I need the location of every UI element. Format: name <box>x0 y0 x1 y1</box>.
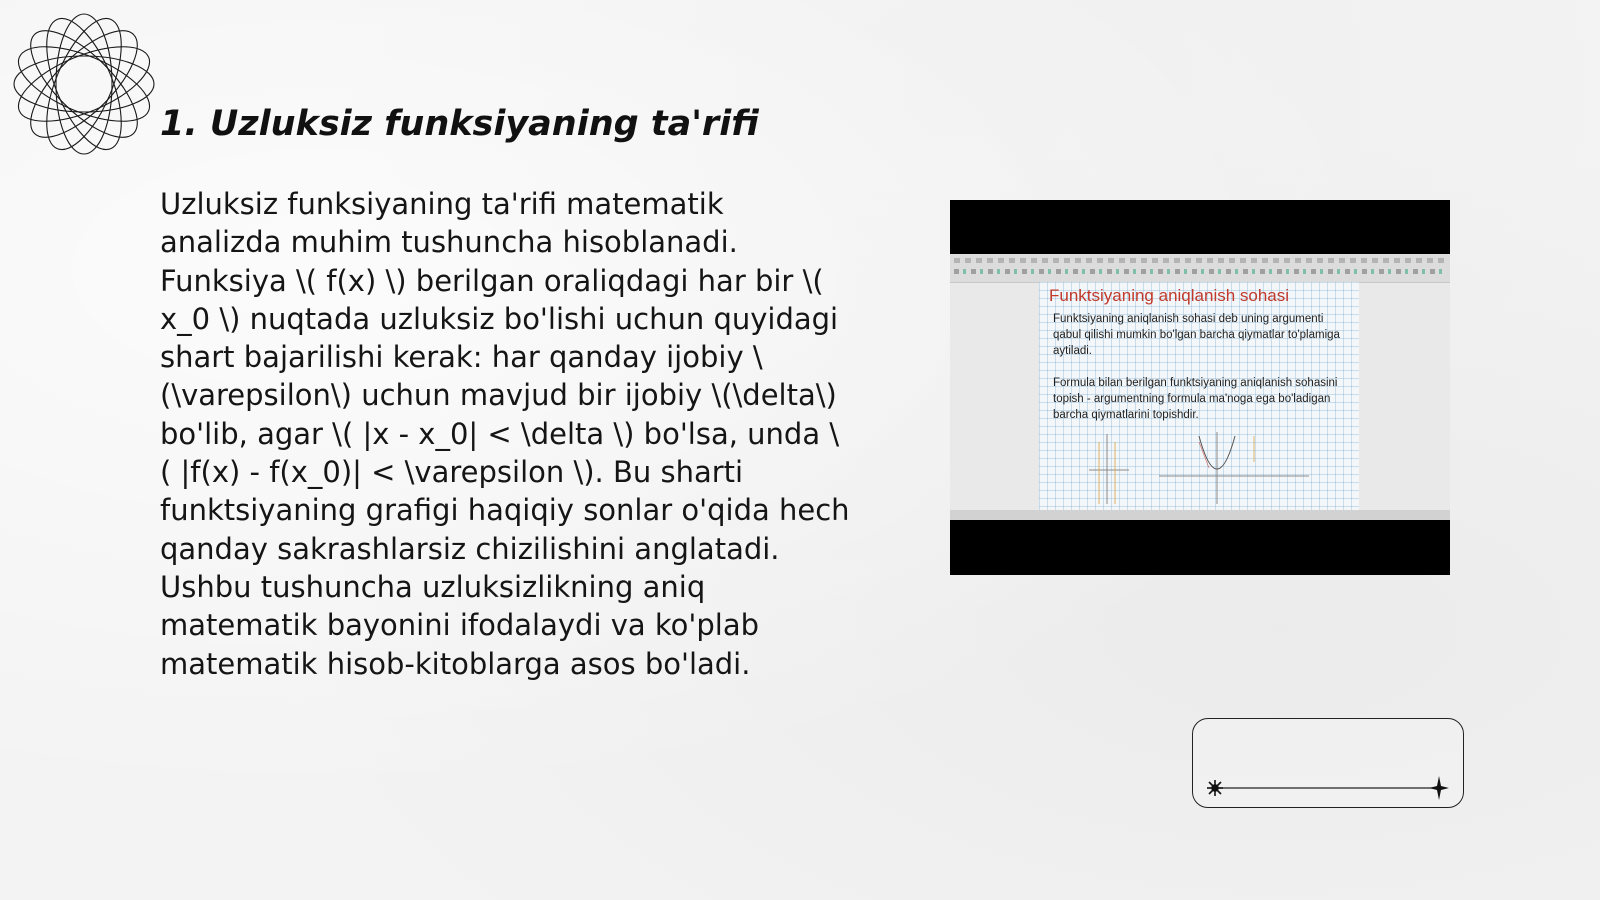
video-frame-screen <box>950 254 1450 520</box>
slide-title: 1. Uzluksiz funksiyaning ta'rifi <box>160 104 759 144</box>
slide-body-text: Uzluksiz funksiyaning ta'rifi matematik analizda muhim tushuncha hisoblanadi. Funksiya \( f(x) \) berilgan oraliqdagi har bir \( x_0 \) nuqtada uzluksiz bo'lishi uchun quyidagi shart bajarilishi kerak: har qanday ijobiy \(\varepsilon\) uchun mavjud bir ijobiy \(\delta\) bo'lib, agar \( |x - x_0| < \delta \) bo'lsa, unda \( |f(x) - f(x_0)| < \varepsilon \). Bu sharti funktsiyaning grafigi haqiqiy sonlar o'qida hech qanday sakrashlarsiz chizilishini anglatadi. Ushbu tushuncha uzluksizlikning aniq matematik bayonini ifodalaydi va ko'plab matematik hisob-kitoblarga asos bo'ladi. <box>160 187 850 681</box>
sparkle-icon <box>1207 780 1223 796</box>
embedded-video[interactable] <box>950 200 1450 575</box>
four-point-star-icon <box>1429 776 1449 800</box>
video-slide-paragraph-2: Formula bilan berilgan funktsiyaning aniqlanish sohasini topish - argumentning formula ma'noga ega bo'ladigan barcha qiymatlarini topishdir. <box>1053 377 1338 421</box>
video-slide-heading: Funktsiyaning aniqlanish sohasi <box>1049 286 1290 305</box>
media-player-control[interactable] <box>1192 718 1464 808</box>
video-slide <box>1039 282 1359 510</box>
video-slide-paragraph-1: Funktsiyaning aniqlanish sohasi deb uning argumenti qabul qilishi mumkin bo'lgan barcha qiymatlar to'plamiga aytiladi. <box>1053 313 1340 357</box>
video-slide-graphs <box>1049 432 1349 506</box>
video-app-toolbar <box>950 254 1450 283</box>
orbital-rings-logo <box>10 10 158 158</box>
video-app-statusbar <box>950 510 1450 520</box>
